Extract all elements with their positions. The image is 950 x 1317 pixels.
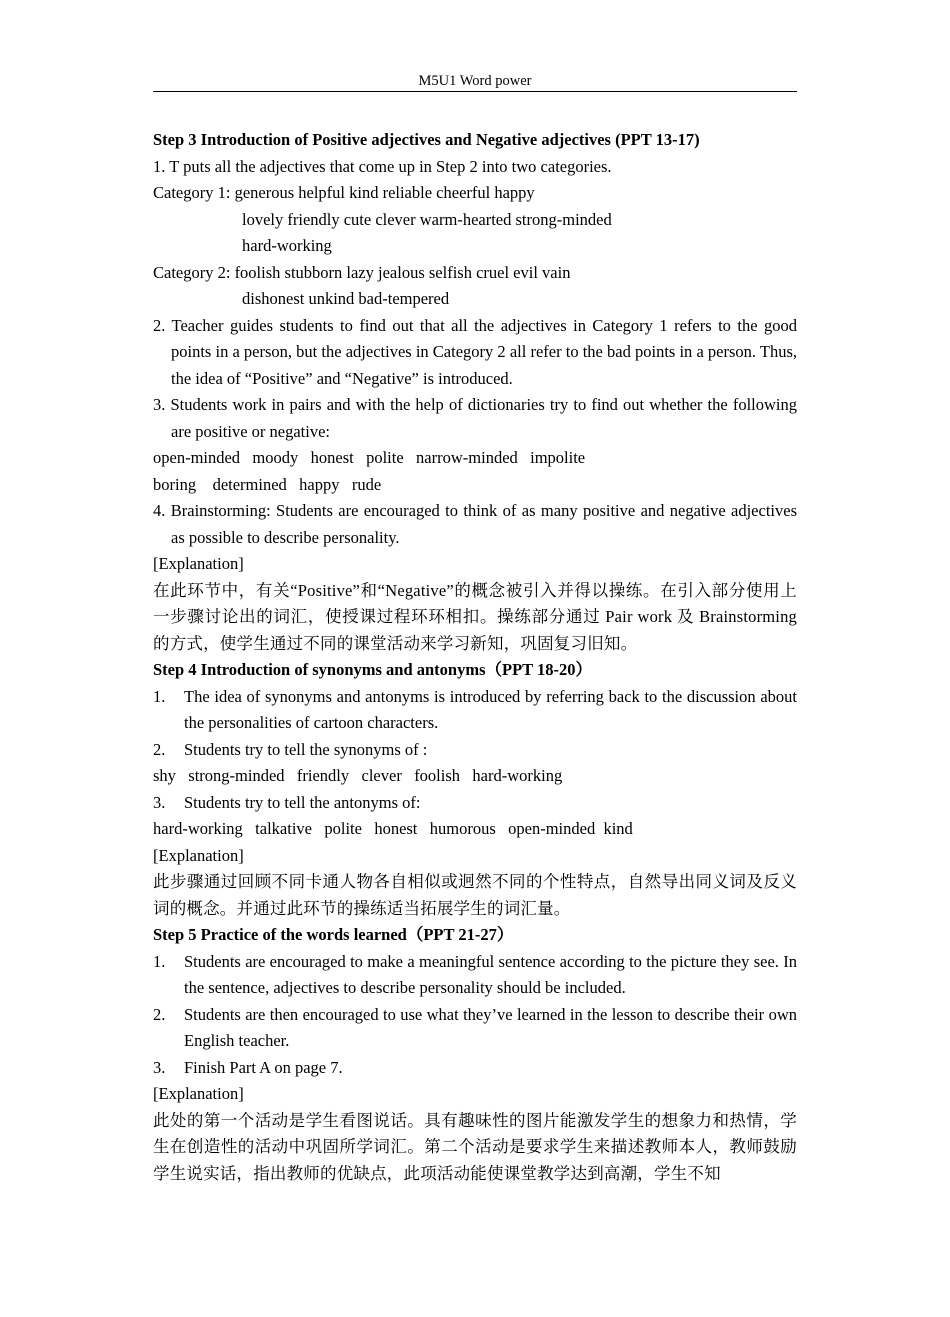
list-number: 1. <box>153 686 166 706</box>
step5-explanation-label: [Explanation] <box>153 1084 244 1103</box>
step3-words-line2: boring determined happy rude <box>153 474 382 494</box>
list-number: 2. <box>153 739 166 759</box>
step3-explanation-label: [Explanation] <box>153 554 244 573</box>
step5-item-3 <box>153 1055 797 1082</box>
category2-line2: dishonest unkind bad-tempered <box>242 289 450 308</box>
page-header: M5U1 Word power <box>418 73 532 89</box>
category1-line2: lovely friendly cute clever warm-hearted strong-minded <box>242 209 612 229</box>
list-number: 3. <box>153 792 166 812</box>
step4-item-3 <box>153 790 797 817</box>
step4-item-2 <box>153 737 797 764</box>
list-text: The idea of synonyms and antonyms is introduced by referring back to the discussion about the personalities of cartoon characters. <box>184 686 797 732</box>
list-text: Students are encouraged to make a meaningful sentence according to the picture they see. In the sentence, adjectives to describe personality should be included. <box>184 951 797 997</box>
list-text: Finish Part A on page 7. <box>184 1057 343 1077</box>
step3-heading: Step 3 Introduction of Positive adjectives and Negative adjectives (PPT 13-17) <box>153 130 700 149</box>
step5-item-1 <box>153 949 797 1002</box>
antonym-words: hard-working talkative polite honest humorous open-minded kind <box>153 819 633 838</box>
step4-item-1 <box>153 684 797 737</box>
document-body <box>153 127 797 1187</box>
step3-item-2: 2. Teacher guides students to find out that all the adjectives in Category 1 refers to the good points in a person, but the adjectives in Category 2 all refer to the bad points in a person. Thus, the idea of “Positive” and “Negative” is introduced. <box>153 315 797 388</box>
step5-heading: Step 5 Practice of the words learned（PPT 21-27） <box>153 925 514 944</box>
category2-line1: Category 2: foolish stubborn lazy jealous selfish cruel evil vain <box>153 262 571 282</box>
list-text: Students try to tell the synonyms of : <box>184 739 428 759</box>
category1-line3: hard-working <box>242 236 332 255</box>
step4-explanation: 此步骤通过回顾不同卡通人物各自相似或迥然不同的个性特点，自然导出同义词及反义词的概念。并通过此环节的操练适当拓展学生的词汇量。 <box>153 872 797 918</box>
step3-words-line1: open-minded moody honest polite narrow-minded impolite <box>153 448 586 467</box>
list-number: 1. <box>153 951 166 971</box>
list-text: Students are then encouraged to use what they’ve learned in the lesson to describe their own English teacher. <box>184 1004 797 1050</box>
list-text: Students try to tell the antonyms of: <box>184 792 421 812</box>
category1-line1: Category 1: generous helpful kind reliable cheerful happy <box>153 183 535 202</box>
step3-item-3: 3. Students work in pairs and with the help of dictionaries try to find out whether the following are positive or negative: <box>153 395 797 441</box>
list-number: 2. <box>153 1004 166 1024</box>
step3-item-1: 1. T puts all the adjectives that come up in Step 2 into two categories. <box>153 156 612 176</box>
step4-explanation-label: [Explanation] <box>153 845 244 865</box>
synonym-words: shy strong-minded friendly clever foolish hard-working <box>153 766 563 785</box>
list-number: 3. <box>153 1057 166 1077</box>
step3-explanation: 在此环节中，有关“Positive”和“Negative”的概念被引入并得以操练。在引入部分使用上一步骤讨论出的词汇，使授课过程环环相扣。操练部分通过 Pair work 及 Brainstorming 的方式，使学生通过不同的课堂活动来学习新知，巩固复习旧知。 <box>153 580 797 653</box>
header-rule <box>153 91 797 92</box>
step4-heading: Step 4 Introduction of synonyms and antonyms（PPT 18-20） <box>153 660 593 679</box>
step5-item-2 <box>153 1002 797 1055</box>
step5-explanation: 此处的第一个活动是学生看图说话。具有趣味性的图片能激发学生的想象力和热情，学生在创造性的活动中巩固所学词汇。第二个活动是要求学生来描述教师本人，教师鼓励学生说实话，指出教师的优缺点，此项活动能使课堂教学达到高潮，学生不知 <box>153 1110 797 1183</box>
step3-item-4: 4. Brainstorming: Students are encouraged to think of as many positive and negative adjectives as possible to describe personality. <box>153 501 797 547</box>
